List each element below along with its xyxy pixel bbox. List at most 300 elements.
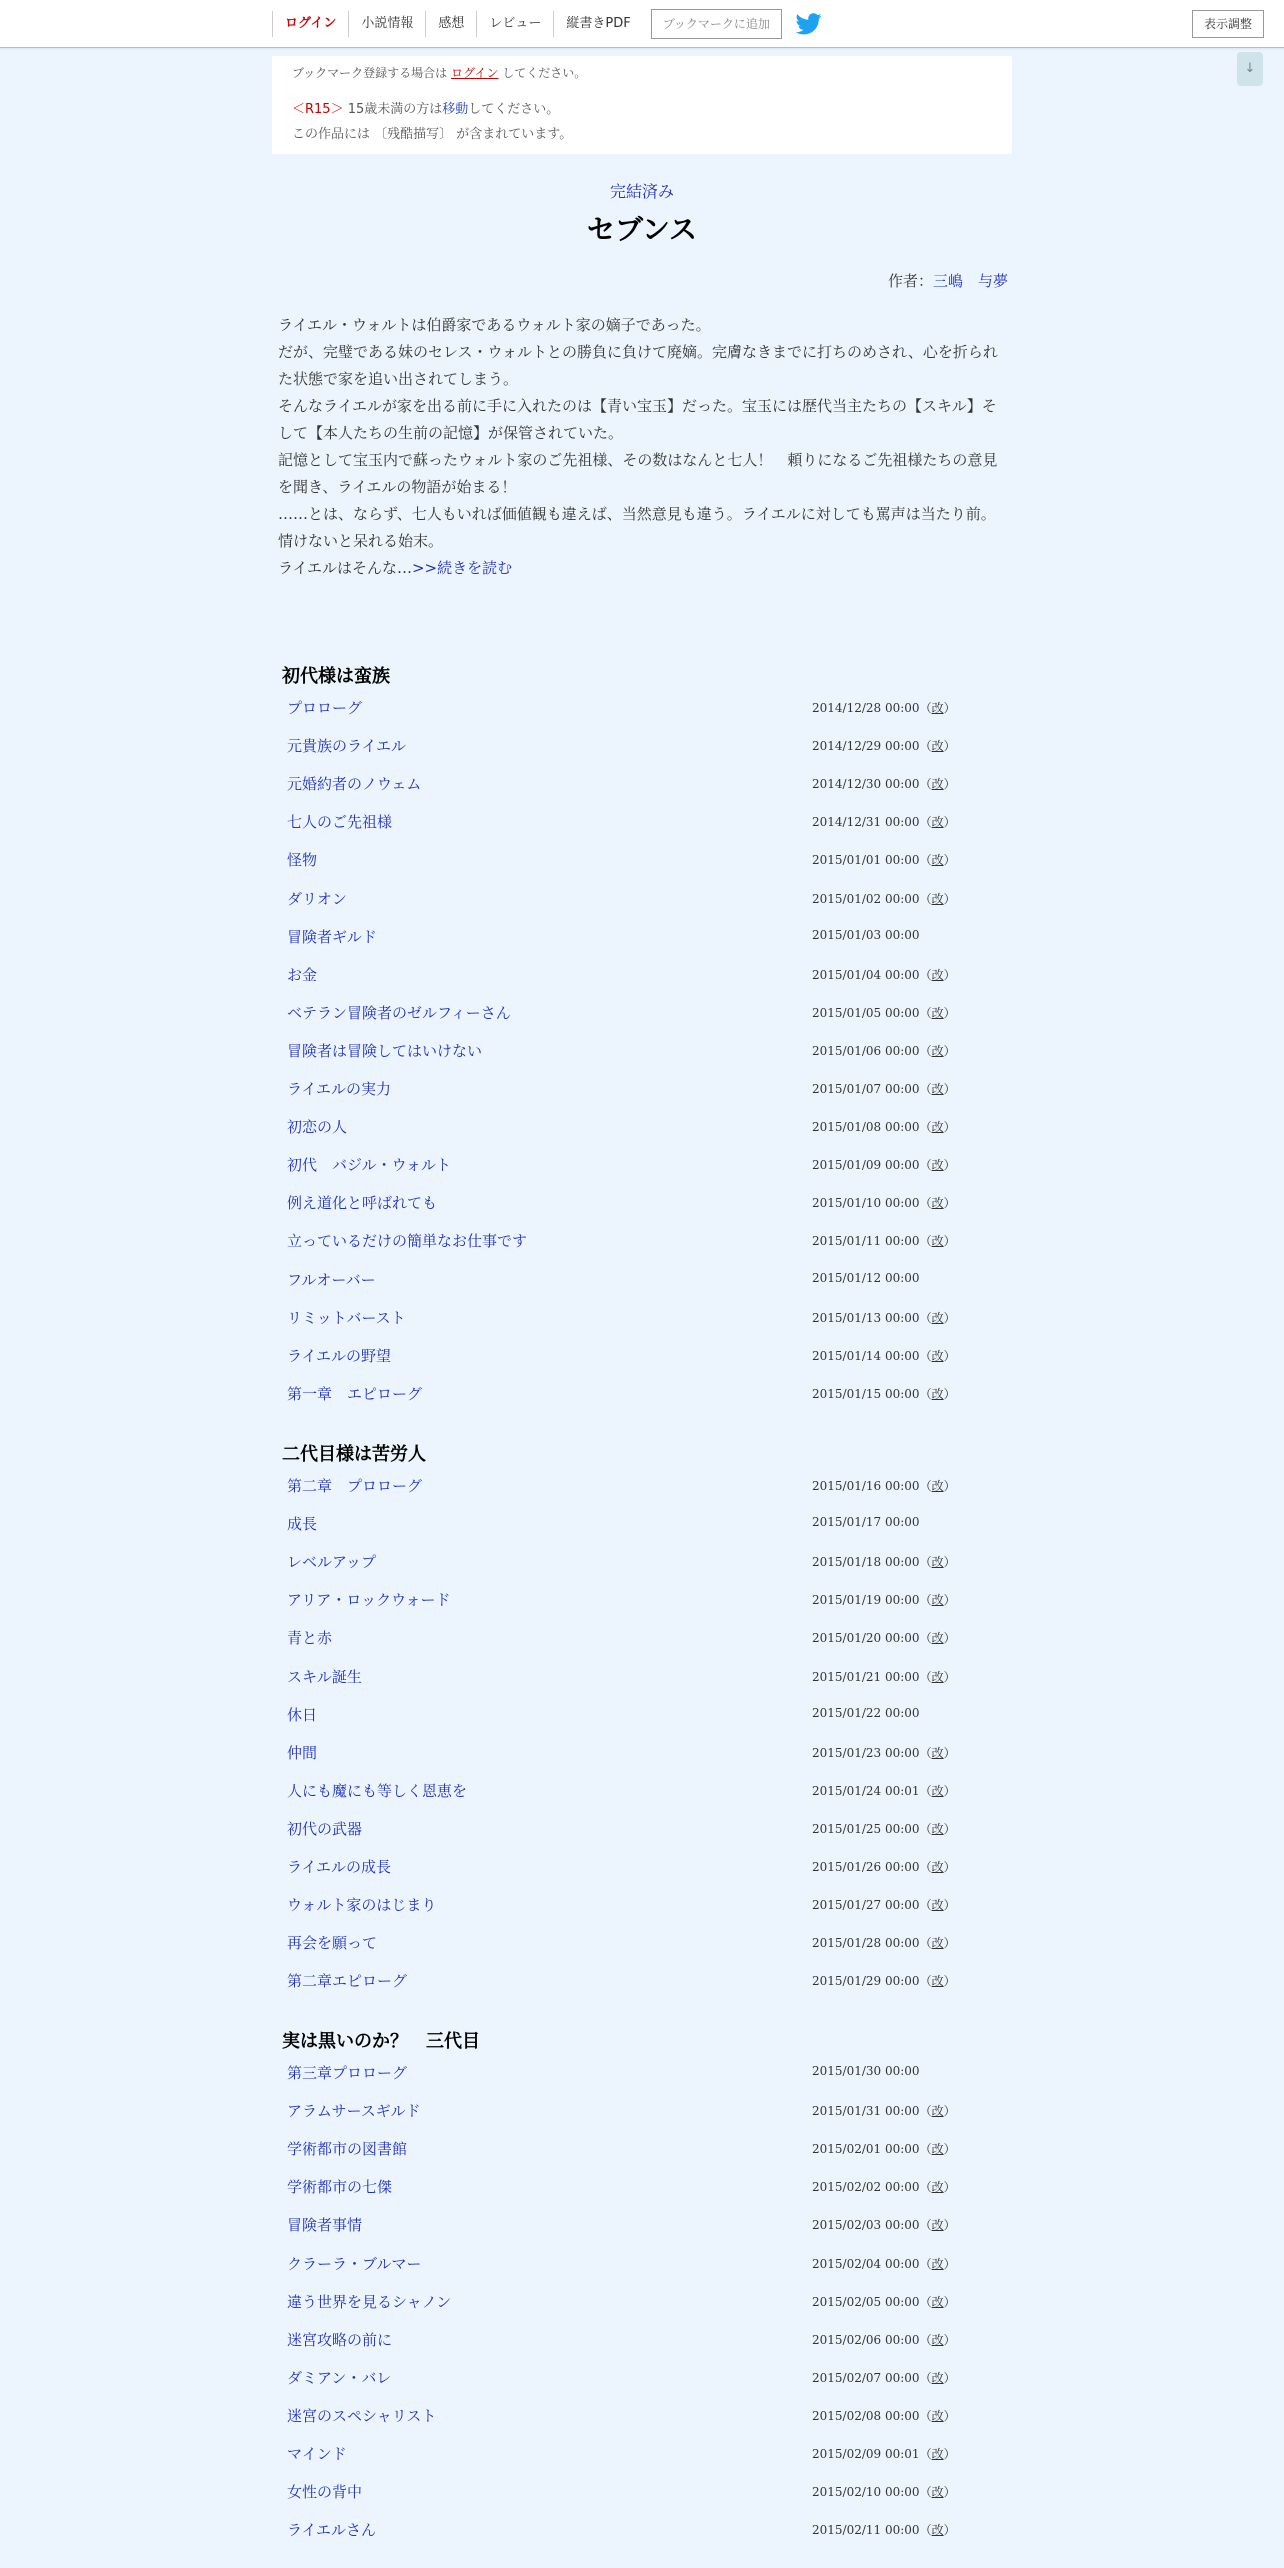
episode-row bbox=[278, 1221, 1012, 1259]
revision-paren: （ bbox=[919, 2523, 932, 2538]
episode-date bbox=[812, 1080, 956, 1097]
episode-date-text: 2015/01/31 00:00 bbox=[812, 2104, 920, 2119]
revision-link[interactable]: 改 bbox=[931, 1669, 944, 1684]
revision-paren: （ bbox=[919, 1898, 932, 1913]
r15-badge: ＜R15＞ bbox=[292, 102, 344, 117]
episode-row bbox=[278, 1618, 1012, 1656]
nav-review[interactable]: レビュー bbox=[476, 11, 553, 37]
episode-date-text: 2015/02/08 00:00 bbox=[812, 2408, 920, 2423]
episode-date-text: 2015/02/03 00:00 bbox=[812, 2218, 920, 2233]
episode-date-text: 2014/12/28 00:00 bbox=[812, 701, 920, 715]
episode-link[interactable]: 成長 bbox=[287, 1515, 318, 1534]
nav-login[interactable]: ログイン bbox=[272, 11, 348, 37]
revision-link[interactable]: 改 bbox=[931, 1555, 944, 1570]
revision-link[interactable]: 改 bbox=[931, 2256, 944, 2271]
episode-date bbox=[812, 2140, 956, 2157]
episode-link[interactable]: 第一章 エピローグ bbox=[287, 1384, 423, 1403]
episode-row bbox=[278, 1145, 1012, 1183]
episode-row bbox=[278, 2167, 1012, 2205]
episode-date bbox=[812, 2407, 956, 2424]
episode-row bbox=[278, 1695, 1012, 1733]
episode-date bbox=[812, 1744, 956, 1761]
episode-row bbox=[278, 2472, 1012, 2510]
nav-novel-info[interactable]: 小説情報 bbox=[348, 11, 425, 37]
revision-paren: ） bbox=[943, 1005, 956, 1020]
episode-link[interactable]: 仲間 bbox=[287, 1743, 318, 1762]
episode-row bbox=[278, 1809, 1012, 1847]
revision-link[interactable]: 改 bbox=[931, 2370, 944, 2385]
episode-date-text: 2015/01/20 00:00 bbox=[812, 1631, 920, 1646]
episode-link[interactable]: 人にも魔にも等しく恩恵を bbox=[287, 1781, 468, 1800]
episode-link[interactable]: 冒険者事情 bbox=[287, 2216, 363, 2235]
completion-status: 完結済み bbox=[609, 182, 674, 201]
episode-link[interactable]: 初恋の人 bbox=[287, 1118, 348, 1137]
episode-link[interactable]: ウォルト家のはじまり bbox=[287, 1896, 437, 1915]
episode-date bbox=[812, 1042, 956, 1059]
episode-row bbox=[278, 802, 1012, 840]
episode-link[interactable]: リミットバースト bbox=[287, 1308, 406, 1327]
add-bookmark-button[interactable]: ブックマークに追加 bbox=[651, 9, 782, 39]
episode-row bbox=[278, 1069, 1012, 1107]
revision-paren: （ bbox=[919, 1386, 932, 1401]
revision-link[interactable]: 改 bbox=[931, 1745, 944, 1760]
top-nav-bar bbox=[0, 0, 1284, 48]
episode-link[interactable]: ライエルさん bbox=[287, 2521, 376, 2540]
episode-date bbox=[812, 2178, 956, 2195]
synopsis-truncated: ライエルはそんな… bbox=[278, 559, 412, 577]
episode-link[interactable]: スキル誕生 bbox=[287, 1667, 362, 1686]
episode-date-text: 2015/01/12 00:00 bbox=[812, 1270, 920, 1285]
revision-link[interactable]: 改 bbox=[931, 1082, 944, 1096]
episode-date-text: 2015/01/19 00:00 bbox=[812, 1593, 920, 1608]
revision-paren: ） bbox=[943, 1158, 956, 1173]
episode-date-text: 2015/01/07 00:00 bbox=[812, 1082, 920, 1096]
revision-paren: ） bbox=[943, 1555, 956, 1570]
revision-paren: ） bbox=[943, 739, 956, 754]
revision-paren: ） bbox=[943, 777, 956, 792]
episode-link[interactable]: 例え道化と呼ばれても bbox=[287, 1194, 438, 1213]
revision-paren: （ bbox=[919, 2294, 932, 2309]
revision-paren: （ bbox=[919, 853, 932, 868]
revision-paren: ） bbox=[943, 2104, 956, 2119]
episode-row bbox=[278, 2053, 1012, 2091]
episode-date bbox=[812, 813, 956, 830]
episode-date-text: 2015/01/25 00:00 bbox=[812, 1821, 920, 1836]
revision-paren: ） bbox=[943, 1479, 956, 1493]
episode-link[interactable]: 怪物 bbox=[287, 851, 318, 870]
episode-date-text: 2015/01/30 00:00 bbox=[812, 2064, 920, 2078]
episode-link[interactable]: 元貴族のライエル bbox=[287, 737, 406, 756]
author-label: 作者： bbox=[887, 272, 933, 290]
episode-link[interactable]: 立っているだけの簡単なお仕事です bbox=[287, 1232, 528, 1251]
episode-date-text: 2015/02/01 00:00 bbox=[812, 2142, 920, 2157]
episode-date-text: 2015/01/02 00:00 bbox=[812, 891, 920, 906]
revision-paren: ） bbox=[943, 1593, 956, 1608]
episode-row bbox=[278, 688, 1012, 726]
episode-link[interactable]: 迷宮攻略の前に bbox=[287, 2330, 393, 2349]
age-move-link[interactable]: 移動 bbox=[442, 102, 469, 117]
episode-date-text: 2015/01/21 00:00 bbox=[812, 1669, 920, 1684]
episode-date-text: 2015/01/11 00:00 bbox=[812, 1234, 920, 1249]
episode-row bbox=[278, 726, 1012, 764]
episode-link[interactable]: ダミアン・バレ bbox=[287, 2368, 392, 2387]
episode-link[interactable]: レベルアップ bbox=[287, 1553, 376, 1572]
episode-date bbox=[812, 2331, 956, 2348]
revision-link[interactable]: 改 bbox=[931, 2408, 944, 2423]
episode-date bbox=[812, 1858, 956, 1875]
episode-date bbox=[812, 2064, 920, 2078]
revision-paren: （ bbox=[919, 1196, 932, 1211]
revision-link[interactable]: 改 bbox=[931, 2218, 944, 2233]
revision-link[interactable]: 改 bbox=[931, 1158, 944, 1173]
revision-link[interactable]: 改 bbox=[931, 1348, 944, 1363]
episode-date-text: 2015/02/11 00:00 bbox=[812, 2523, 920, 2538]
episode-link[interactable]: 再会を願って bbox=[287, 1934, 378, 1953]
episode-row bbox=[278, 840, 1012, 878]
synopsis-line: 記憶として宝玉内で蘇ったウォルト家のご先祖様、その数はなんと七人！ 頼りになるご先祖様たちの意見を聞き、ライエルの物語が始まる！ bbox=[278, 451, 998, 496]
revision-paren: （ bbox=[919, 2142, 932, 2157]
revision-link[interactable]: 改 bbox=[931, 1386, 944, 1401]
revision-paren: （ bbox=[919, 1348, 932, 1363]
revision-paren: ） bbox=[943, 1386, 956, 1401]
author-link[interactable]: 三嶋 与夢 bbox=[932, 272, 1008, 290]
episode-row bbox=[278, 1336, 1012, 1374]
episode-row bbox=[278, 2129, 1012, 2167]
episode-date bbox=[812, 966, 956, 983]
revision-link[interactable]: 改 bbox=[931, 1974, 944, 1989]
episode-link[interactable]: フルオーバー bbox=[287, 1270, 376, 1289]
revision-paren: （ bbox=[919, 1120, 932, 1135]
episode-link[interactable]: ライエルの野望 bbox=[287, 1346, 391, 1365]
episode-link[interactable]: 学術都市の図書館 bbox=[287, 2140, 408, 2159]
episode-link[interactable]: 青と赤 bbox=[287, 1629, 333, 1648]
episode-date-text: 2015/01/18 00:00 bbox=[812, 1555, 920, 1570]
revision-link[interactable]: 改 bbox=[931, 2485, 944, 2500]
revision-link[interactable]: 改 bbox=[931, 2294, 944, 2309]
revision-link[interactable]: 改 bbox=[931, 1310, 944, 1325]
episode-date bbox=[812, 1232, 956, 1249]
synopsis-line: ……とは、ならず、七人もいれば価値観も違えば、当然意見も違う。ライエルに対しても罵声は当たり前。情けないと呆れる始末。 bbox=[278, 505, 996, 550]
revision-paren: ） bbox=[943, 891, 956, 906]
age-notice-prefix: 15歳未満の方は bbox=[347, 102, 443, 117]
episode-link[interactable]: 第二章エピローグ bbox=[287, 1972, 408, 1991]
revision-link[interactable]: 改 bbox=[931, 2142, 944, 2157]
episode-link[interactable]: 初代の武器 bbox=[287, 1819, 363, 1838]
episode-row bbox=[278, 1107, 1012, 1145]
revision-link[interactable]: 改 bbox=[931, 1043, 944, 1058]
revision-paren: （ bbox=[919, 1310, 932, 1325]
episode-date bbox=[812, 1553, 956, 1570]
episode-date bbox=[812, 699, 956, 716]
episode-date-text: 2015/01/09 00:00 bbox=[812, 1158, 920, 1173]
synopsis-line-last bbox=[278, 555, 1010, 582]
episode-row bbox=[278, 2282, 1012, 2320]
episode-date bbox=[812, 1515, 920, 1529]
revision-link[interactable]: 改 bbox=[931, 1898, 944, 1913]
age-notice bbox=[292, 98, 559, 117]
episode-row bbox=[278, 1961, 1012, 1999]
episode-date bbox=[812, 2483, 956, 2500]
episode-link[interactable]: アラムサースギルド bbox=[287, 2102, 421, 2121]
revision-link[interactable]: 改 bbox=[931, 2104, 944, 2119]
episode-row bbox=[278, 764, 1012, 802]
revision-paren: （ bbox=[919, 1936, 932, 1951]
revision-paren: ） bbox=[943, 2256, 956, 2271]
revision-link[interactable]: 改 bbox=[931, 777, 944, 792]
episode-row bbox=[278, 2396, 1012, 2434]
revision-paren: ） bbox=[943, 815, 956, 830]
episode-date-text: 2015/01/10 00:00 bbox=[812, 1196, 920, 1211]
episode-date bbox=[812, 1118, 956, 1135]
episode-link[interactable]: 七人のご先祖様 bbox=[287, 813, 393, 832]
revision-paren: （ bbox=[919, 1555, 932, 1570]
revision-paren: （ bbox=[919, 891, 932, 906]
episode-date-text: 2015/01/14 00:00 bbox=[812, 1348, 920, 1363]
twitter-icon[interactable] bbox=[796, 13, 822, 35]
episode-row bbox=[278, 1580, 1012, 1618]
episode-row bbox=[278, 1733, 1012, 1771]
episode-date bbox=[812, 1385, 956, 1402]
episode-date bbox=[812, 1820, 956, 1837]
episode-date-text: 2015/02/06 00:00 bbox=[812, 2332, 920, 2347]
author-line bbox=[888, 270, 1008, 291]
episode-row bbox=[278, 1657, 1012, 1695]
revision-paren: ） bbox=[943, 1310, 956, 1325]
revision-paren: （ bbox=[919, 1745, 932, 1760]
episode-link[interactable]: 休日 bbox=[287, 1705, 318, 1724]
episode-date-text: 2015/01/27 00:00 bbox=[812, 1898, 920, 1913]
episode-date bbox=[812, 2521, 956, 2538]
bookmark-notice bbox=[292, 64, 586, 81]
revision-paren: （ bbox=[919, 1234, 932, 1249]
episode-link[interactable]: 学術都市の七傑 bbox=[287, 2178, 393, 2197]
episode-row bbox=[278, 1923, 1012, 1961]
revision-link[interactable]: 改 bbox=[931, 1631, 944, 1646]
revision-link[interactable]: 改 bbox=[931, 2447, 944, 2461]
episode-date-text: 2015/01/01 00:00 bbox=[812, 853, 920, 868]
read-more-link[interactable]: >>続きを読む bbox=[411, 559, 513, 577]
revision-link[interactable]: 改 bbox=[931, 2332, 944, 2347]
episode-row bbox=[278, 1542, 1012, 1580]
revision-link[interactable]: 改 bbox=[931, 815, 944, 830]
bookmark-login-link[interactable]: ログイン bbox=[451, 66, 499, 80]
revision-paren: （ bbox=[919, 2447, 932, 2461]
chapter-title: 初代様は蛮族 bbox=[282, 666, 390, 687]
revision-paren: ） bbox=[943, 1120, 956, 1135]
revision-paren: （ bbox=[919, 2332, 932, 2347]
episode-date-text: 2015/01/15 00:00 bbox=[812, 1386, 920, 1401]
revision-link[interactable]: 改 bbox=[931, 1860, 944, 1874]
revision-paren: ） bbox=[943, 1860, 956, 1874]
episode-date-text: 2015/01/04 00:00 bbox=[812, 967, 920, 982]
episode-date bbox=[812, 1477, 956, 1494]
revision-paren: （ bbox=[919, 1783, 932, 1798]
episode-date-text: 2015/01/06 00:00 bbox=[812, 1043, 920, 1058]
episode-row bbox=[278, 2320, 1012, 2358]
episode-date bbox=[812, 775, 956, 792]
revision-paren: （ bbox=[919, 1974, 932, 1989]
revision-paren: ） bbox=[943, 1898, 956, 1913]
episode-link[interactable]: 初代 バジル・ウォルト bbox=[287, 1156, 452, 1175]
episode-row bbox=[278, 1771, 1012, 1809]
episode-link[interactable]: 冒険者ギルド bbox=[287, 927, 377, 946]
revision-link[interactable]: 改 bbox=[931, 1234, 944, 1249]
revision-paren: （ bbox=[919, 2370, 932, 2385]
episode-link[interactable]: ベテラン冒険者のゼルフィーさん bbox=[287, 1003, 511, 1022]
revision-paren: ） bbox=[943, 1631, 956, 1646]
episode-row bbox=[278, 2244, 1012, 2282]
episode-date bbox=[812, 1156, 956, 1173]
revision-link[interactable]: 改 bbox=[931, 1783, 944, 1798]
episode-row bbox=[278, 2510, 1012, 2548]
revision-paren: （ bbox=[919, 1158, 932, 1173]
episode-date-text: 2015/01/29 00:00 bbox=[812, 1974, 920, 1989]
episode-link[interactable]: 冒険者は冒険してはいけない bbox=[287, 1041, 483, 1060]
revision-link[interactable]: 改 bbox=[931, 2523, 944, 2538]
revision-paren: ） bbox=[943, 1783, 956, 1798]
episode-date-text: 2015/02/07 00:00 bbox=[812, 2370, 920, 2385]
revision-paren: ） bbox=[943, 2142, 956, 2157]
revision-paren: （ bbox=[919, 1593, 932, 1608]
episode-link[interactable]: ダリオン bbox=[287, 889, 347, 908]
revision-paren: （ bbox=[919, 2485, 932, 2500]
episode-date bbox=[812, 1271, 920, 1285]
episode-link[interactable]: マインド bbox=[287, 2445, 347, 2463]
chapter-title: 二代目様は苦労人 bbox=[282, 1444, 426, 1465]
revision-link[interactable]: 改 bbox=[931, 891, 944, 906]
episode-date-text: 2015/02/04 00:00 bbox=[812, 2256, 920, 2271]
episode-link[interactable]: クラーラ・ブルマー bbox=[287, 2254, 422, 2273]
episode-date-text: 2015/01/28 00:00 bbox=[812, 1936, 920, 1951]
episode-link[interactable]: ライエルの実力 bbox=[287, 1080, 391, 1098]
episode-date-text: 2015/01/23 00:00 bbox=[812, 1745, 920, 1760]
episode-date-text: 2015/02/05 00:00 bbox=[812, 2294, 920, 2309]
novel-title: セブンス bbox=[586, 213, 698, 246]
episode-date-text: 2015/01/24 00:01 bbox=[812, 1783, 920, 1798]
revision-link[interactable]: 改 bbox=[931, 853, 944, 868]
episode-date bbox=[812, 1668, 956, 1685]
episode-date-text: 2015/01/22 00:00 bbox=[812, 1705, 920, 1720]
episode-row bbox=[278, 1183, 1012, 1221]
episode-row bbox=[278, 917, 1012, 955]
revision-link[interactable]: 改 bbox=[931, 701, 944, 715]
revision-link[interactable]: 改 bbox=[931, 1593, 944, 1608]
notice-box bbox=[272, 56, 1012, 154]
episode-link[interactable]: ライエルの成長 bbox=[287, 1858, 391, 1876]
revision-paren: ） bbox=[943, 1196, 956, 1211]
episode-row bbox=[278, 1847, 1012, 1885]
episode-row bbox=[278, 1466, 1012, 1504]
revision-paren: ） bbox=[943, 1936, 956, 1951]
revision-paren: （ bbox=[919, 967, 932, 982]
episode-link[interactable]: 元婚約者のノウェム bbox=[287, 775, 422, 794]
revision-paren: （ bbox=[919, 1631, 932, 1646]
episode-link[interactable]: プロローグ bbox=[287, 699, 363, 717]
episode-date bbox=[812, 1347, 956, 1364]
revision-paren: ） bbox=[943, 1348, 956, 1363]
episode-link[interactable]: 第三章プロローグ bbox=[287, 2064, 408, 2082]
age-notice-suffix: してください。 bbox=[468, 102, 560, 117]
episode-date-text: 2015/01/17 00:00 bbox=[812, 1515, 920, 1530]
episode-row bbox=[278, 1031, 1012, 1069]
episode-date bbox=[812, 1972, 956, 1989]
revision-paren: （ bbox=[919, 2218, 932, 2233]
revision-paren: ） bbox=[943, 1745, 956, 1760]
revision-paren: ） bbox=[943, 2332, 956, 2347]
nav-impression[interactable]: 感想 bbox=[425, 11, 476, 37]
episode-date-text: 2014/12/29 00:00 bbox=[812, 739, 920, 754]
episode-link[interactable]: お金 bbox=[287, 965, 318, 984]
episode-link[interactable]: アリア・ロックウォード bbox=[287, 1591, 451, 1610]
episode-date bbox=[812, 1309, 956, 1326]
revision-link[interactable]: 改 bbox=[931, 1196, 944, 1211]
revision-link[interactable]: 改 bbox=[931, 1005, 944, 1020]
synopsis-line: そんなライエルが家を出る前に手に入れたのは【青い宝玉】だった。宝玉には歴代当主たちの【スキル】そして【本人たちの生前の記憶】が保管されていた。 bbox=[278, 397, 997, 442]
synopsis-line: だが、完璧である妹のセレス・ウォルトとの勝負に負けて廃嫡。完膚なきまでに打ちのめされ、心を折られた状態で家を追い出されてしまう。 bbox=[278, 343, 998, 388]
revision-link[interactable]: 改 bbox=[931, 1821, 944, 1836]
revision-paren: （ bbox=[919, 777, 932, 792]
revision-paren: ） bbox=[943, 1821, 956, 1836]
scroll-down-button[interactable]: ↓ bbox=[1237, 52, 1263, 86]
episode-date bbox=[812, 1004, 956, 1021]
revision-paren: （ bbox=[919, 1479, 932, 1493]
revision-paren: （ bbox=[919, 1860, 932, 1874]
episode-row bbox=[278, 955, 1012, 993]
display-settings-button[interactable]: 表示調整 bbox=[1192, 10, 1264, 38]
episode-date bbox=[812, 2293, 956, 2310]
episode-date bbox=[812, 2216, 956, 2233]
revision-paren: ） bbox=[943, 2523, 956, 2538]
revision-paren: ） bbox=[943, 2447, 956, 2461]
synopsis-line: ライエル・ウォルトは伯爵家であるウォルト家の嫡子であった。 bbox=[278, 316, 711, 334]
revision-link[interactable]: 改 bbox=[931, 1479, 944, 1493]
episode-link[interactable]: 迷宮のスペシャリスト bbox=[287, 2406, 437, 2425]
revision-paren: （ bbox=[919, 2180, 932, 2195]
episode-link[interactable]: 第二章 プロローグ bbox=[287, 1477, 423, 1495]
revision-paren: ） bbox=[943, 1974, 956, 1989]
episode-link[interactable]: 違う世界を見るシャノン bbox=[287, 2292, 452, 2311]
episode-row bbox=[278, 2091, 1012, 2129]
episode-date-text: 2015/01/26 00:00 bbox=[812, 1860, 920, 1874]
episode-row bbox=[278, 993, 1012, 1031]
revision-link[interactable]: 改 bbox=[931, 1120, 944, 1135]
revision-paren: （ bbox=[919, 2408, 932, 2423]
revision-paren: ） bbox=[943, 2218, 956, 2233]
episode-date bbox=[812, 1896, 956, 1913]
episode-row bbox=[278, 2205, 1012, 2243]
nav-vertical-pdf[interactable]: 縦書きPDF bbox=[553, 11, 642, 37]
revision-paren: ） bbox=[943, 853, 956, 868]
revision-link[interactable]: 改 bbox=[931, 1936, 944, 1951]
episode-row bbox=[278, 2434, 1012, 2472]
episode-date bbox=[812, 1706, 920, 1720]
revision-paren: （ bbox=[919, 1082, 932, 1096]
revision-paren: （ bbox=[919, 739, 932, 754]
revision-paren: ） bbox=[943, 1043, 956, 1058]
episode-date-text: 2015/01/16 00:00 bbox=[812, 1479, 920, 1493]
revision-paren: （ bbox=[919, 1005, 932, 1020]
episode-date bbox=[812, 2445, 956, 2462]
revision-paren: （ bbox=[919, 1043, 932, 1058]
revision-link[interactable]: 改 bbox=[931, 967, 944, 982]
episode-date-text: 2014/12/30 00:00 bbox=[812, 777, 920, 792]
episode-link[interactable]: 女性の背中 bbox=[287, 2483, 363, 2502]
revision-link[interactable]: 改 bbox=[931, 739, 944, 754]
episode-row bbox=[278, 1298, 1012, 1336]
revision-link[interactable]: 改 bbox=[931, 2180, 944, 2195]
episode-date-text: 2015/01/13 00:00 bbox=[812, 1310, 920, 1325]
episode-date-text: 2015/01/03 00:00 bbox=[812, 927, 920, 942]
